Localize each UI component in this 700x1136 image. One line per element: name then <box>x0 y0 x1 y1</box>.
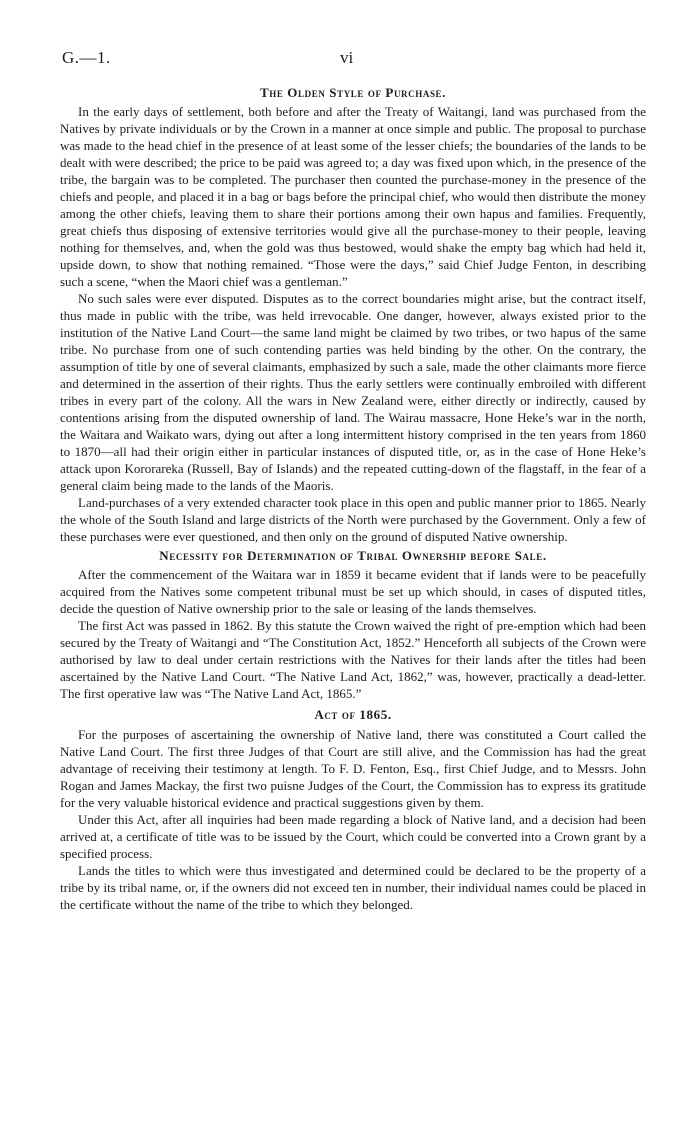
document-reference: G.—1. <box>62 48 111 67</box>
section-heading-olden-style: The Olden Style of Purchase. <box>259 85 447 100</box>
paragraph: After the commencement of the Waitara war in 1859 it became evident that if lands were to be peacefully acquired from the Natives some competent tribunal must be set up which should, in cases of disputed titles, decide the question of Native ownership prior to the sale or leasing of the lands themselves. <box>60 567 646 616</box>
paragraph: Land-purchases of a very extended character took place in this open and public manner prior to 1865. Nearly the whole of the South Island and large districts of the North were purchased by the Government. Only a few of these purchases were ever questioned, and then only on the ground of disputed Native ownership. <box>60 495 646 544</box>
section-heading-act-1865: Act of 1865. <box>314 707 392 722</box>
section-heading-tribal-ownership: Necessity for Determination of Tribal Ownership before Sale. <box>159 548 547 563</box>
paragraph: No such sales were ever disputed. Disputes as to the correct boundaries might arise, but the contract itself, thus made in public with the tribe, was held irrevocable. One danger, however, always existed prior to the institution of the Native Land Court—the same land might be claimed by two tribes, or two hapus of the same tribe. No purchase from one of such contending parties was held binding by the other. On the contrary, the assumption of title by one of several claimants, emphasized by such a sale, made the other claimants more fierce and determined in the assertion of their rights. Thus the early settlers were continually embroiled with different tribes in every part of the colony. All the wars in New Zealand were, either directly or indirectly, caused by contentions arising from the disputed ownership of land. The Wairau massacre, Hone Heke’s war in the north, the Waitara and Waikato wars, dying out after a long intermittent history comprised in the ten years from 1860 to 1870—all had their origin either in particular instances of disputed title, or, as in the case of Hone Heke’s attack upon Kororareka (Russell, Bay of Islands) and the repeated cutting-down of the flagstaff, in the fear of a general claim being made to the lands of the Maoris. <box>60 291 646 493</box>
document-body <box>60 84 646 913</box>
page-number: vi <box>340 48 354 67</box>
paragraph: In the early days of settlement, both before and after the Treaty of Waitangi, land was purchased from the Natives by private individuals or by the Crown in a manner at once simple and public. The proposal to purchase was made to the head chief in the presence of at least some of the lesser chiefs; the boundaries of the lands to be dealt with were described; the price to be paid was agreed to; a day was fixed upon which, in the presence of the tribe, the bargain was to be completed. The purchaser then counted the purchase-money in the presence of the chiefs and people, and placed it in a bag or bags before the principal chief, who would then distribute the money among the other chiefs, leaving them to share their portions among their own hapus and families. Frequently, great chiefs thus disposing of extensive territories would give all the purchase-money to their people, leaving nothing for themselves, and, when the gold was thus bestowed, would shake the empty bag which had held it, upside down, to show that nothing remained. “Those were the days,” said Chief Judge Fenton, in describing such a scene, “when the Maori chief was a gentleman.” <box>60 104 646 289</box>
paragraph: For the purposes of ascertaining the ownership of Native land, there was constituted a Court called the Native Land Court. The first three Judges of that Court are still alive, and the Commission has had the great advantage of receiving their testimony at length. To F. D. Fenton, Esq., first Chief Judge, and to Messrs. John Rogan and James Mackay, the first two puisne Judges of the Court, the Commission has to express its gratitude for the very valuable historical evidence and practical suggestions given by them. <box>60 727 646 810</box>
paragraph: The first Act was passed in 1862. By this statute the Crown waived the right of pre-emption which had been secured by the Treaty of Waitangi and “The Constitution Act, 1852.” Henceforth all subjects of the Crown were authorised by law to deal under certain restrictions with the Natives for their lands after the titles had been ascertained by the Native Land Court. “The Native Land Act, 1862,” was, however, practically a dead-letter. The first operative law was “The Native Land Act, 1865.” <box>60 618 646 701</box>
paragraph: Lands the titles to which were thus investigated and determined could be declared to be the property of a tribe by its tribal name, or, if the owners did not exceed ten in number, their individual names could be placed in the certificate without the name of the tribe to which they belonged. <box>60 863 646 912</box>
paragraph: Under this Act, after all inquiries had been made regarding a block of Native land, and a decision had been arrived at, a certificate of title was to be issued by the Court, which could be converted into a Crown grant by a specified process. <box>60 812 646 861</box>
